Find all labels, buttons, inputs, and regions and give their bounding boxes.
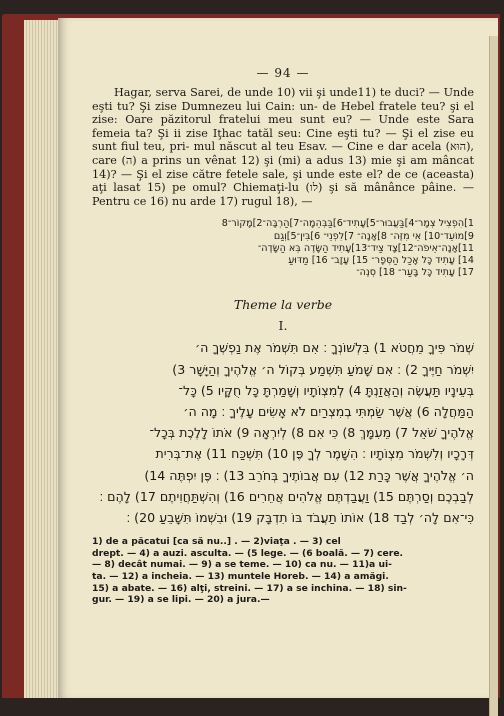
paragraph-line: (לו) şi să mânânce pâine. — Pentru ce 16) nu arde 17)	[92, 181, 475, 208]
paragraph-line: rugul 18), —	[241, 194, 313, 208]
book-page	[58, 18, 498, 698]
hebrew-line: הַמַּחֲלָה 6) אֲשֶׁר שַׂמְתִּי בְמִצְרַיִם לֹא אָשִׂים עָלֶיךָ ׃ מָה ה׳	[183, 403, 474, 419]
hebrew-note-line: 1]הִפְצִיל צְמָר־4]בַּעֲבוּר־5]עָתִיד־6]בַּבְּהֵמָה־7]הַרְבָּה־2]מָקוֹר־8	[221, 218, 474, 230]
hebrew-note-line: 14] עָתִיד כָּל אָכַל הַסְּפָר־ 15] עָזָב־ 16] מַדּוּעַ	[288, 254, 474, 266]
page-number: — 94 —	[256, 66, 310, 80]
footnote-line: drept. — 4) a auzi. asculta. — (5 lege. — (6 boală. — 7) cere.	[92, 547, 404, 559]
hebrew-line: כִּי־אִם לָה׳ לְבַד 18) אוֹתוֹ תַעֲבֹד בּוֹ תִדְבָּק 19) וּבִשְׁמוֹ תִּשָּׁבֵעַ 20) ׃	[126, 509, 474, 525]
page-edges	[24, 20, 60, 698]
footnote-line: 1) de a păcatui [ca să nu..] . — 2)viaţa . — 3) cel	[92, 536, 341, 548]
section-numeral: I.	[278, 318, 288, 334]
paragraph-line: (ה) a prins un vênat 12) şi (mi) a adus 13) mie şi am	[121, 153, 433, 167]
romanian-paragraph	[92, 86, 474, 208]
paragraph-line: meu sunt eu? — Unde este Sara femeia ta? Şi ii zise Iţhac	[92, 113, 474, 140]
hebrew-line: בְּעֵינָיו תַּעֲשֶׂה וְהַאֲזַנְתָּ 4) לְמִצְוֹתָיו וְשָׁמַרְתָּ כָּל חֻקָּיו 5) כָּל־	[178, 382, 474, 398]
hebrew-line: ה׳ אֱלֹהֶיךָ אֲשֶׁר כָּרַת 12) עִם אֲבוֹתֶיךָ בְּחֹרֵב 13) ׃ פֶּן יִפְתֶּה 14)	[144, 467, 474, 483]
footnote-line: gur. — 19) a se lipi. — 20) a jura.—	[92, 594, 270, 606]
hebrew-line: שְׁמֹר פִּיךָ מֵחֲטֹא 1) בִּלְשׁוֹנְךָ ׃ אִם תִּשְׁמֹר אֶת נַפְשְׁךָ ה׳	[194, 340, 474, 356]
paragraph-line: el? de ce (aceasta) aţi lasat 15) pe omul? Chiemaţi-lu	[92, 167, 474, 195]
hebrew-vocabulary-notes	[92, 218, 474, 279]
hebrew-line: לְבַבְכֶם וְסַרְתֶּם 15) וַעֲבַדְתֶּם אֱלֹהִים אֲחֵרִים 16) וְהִשְׁתַּחֲוִיתֶם 17) לָהֶם ׃	[99, 488, 474, 504]
hebrew-note-line: 17] עָתִיד כָּל בָּעַר־ 18] סְנֶה־	[356, 267, 474, 279]
hebrew-line: אֱלֹהֶיךָ שֹׁאֵל 7) מֵעִמָּךְ 8) כִּי אִם 8) לְיִרְאָה 9) אֹתוֹ לָלֶכֶת בְּכָל־	[149, 425, 474, 441]
hebrew-line: דְּרָכָיו וְלִשְׁמֹר מִצְוֹתָיו ׃ הִשָּׁמֶר לְךָ פֶּן 10) תִּשְׁכַּח 11) אֶת־בְּרִית	[155, 446, 474, 462]
footnote-line: ta. — 12) a incheia. — 13) muntele Horeb. — 14) a amăgi.	[92, 570, 389, 582]
footnote-line: 15) a abate. — 16) alţi, streini. — 17) a se inchina. — 18) sin-	[92, 582, 407, 594]
hebrew-note-line: 9]מוֹעֵד־10] אֵי מִזֶּה־ 8]אָנָה־ 7]לִפְנֵי־ 6]בִּין־5]וְגַם	[273, 230, 474, 242]
romanian-footnotes	[92, 536, 474, 606]
paragraph-line: mâncat 14)? — Şi el zise către fetele sale, şi unde este	[92, 153, 474, 181]
hebrew-exercise-text	[92, 337, 474, 528]
paragraph-line: duci? — Unde eşti tu? Şi zise Dumnezeu lui Cain: un-	[92, 86, 474, 113]
hebrew-note-line: 11]אָנָה־אֵיפֹה־12]צָד צַיִד־13]עָתִיד הַשָּׂדֶה בְּא הַשָּׂדֶה־	[257, 242, 474, 254]
paragraph-line: mul născut al teu Esav. — Cine e dar acela (הוּא), care	[92, 140, 474, 167]
paragraph-line: tatăl seu: Cine eşti tu? — Şi el zise eu sunt fiul teu, pri-	[92, 126, 475, 154]
section-title: Theme la verbe	[233, 297, 333, 313]
page-right-edge	[489, 36, 498, 716]
page-content	[92, 66, 474, 606]
footnote-line: — 8) decât numai. — 9) a se teme. — 10) ca nu. — 11)a ui-	[92, 559, 392, 571]
hebrew-line: יִשְׁמֹר חַיֶּיךָ 2) ׃ אִם שָׁמֹעַ תִּשְׁמַע בְּקוֹל ה׳ אֱלֹהֶיךָ וְהַיָּשָׁר 3)	[172, 361, 474, 377]
paragraph-line: Hagar, serva Sarei, de unde 10) vii şi unde11) te	[114, 86, 395, 99]
paragraph-line: de Hebel fratele teu? şi el zise: Oare păzitorul fratelui	[92, 99, 474, 127]
